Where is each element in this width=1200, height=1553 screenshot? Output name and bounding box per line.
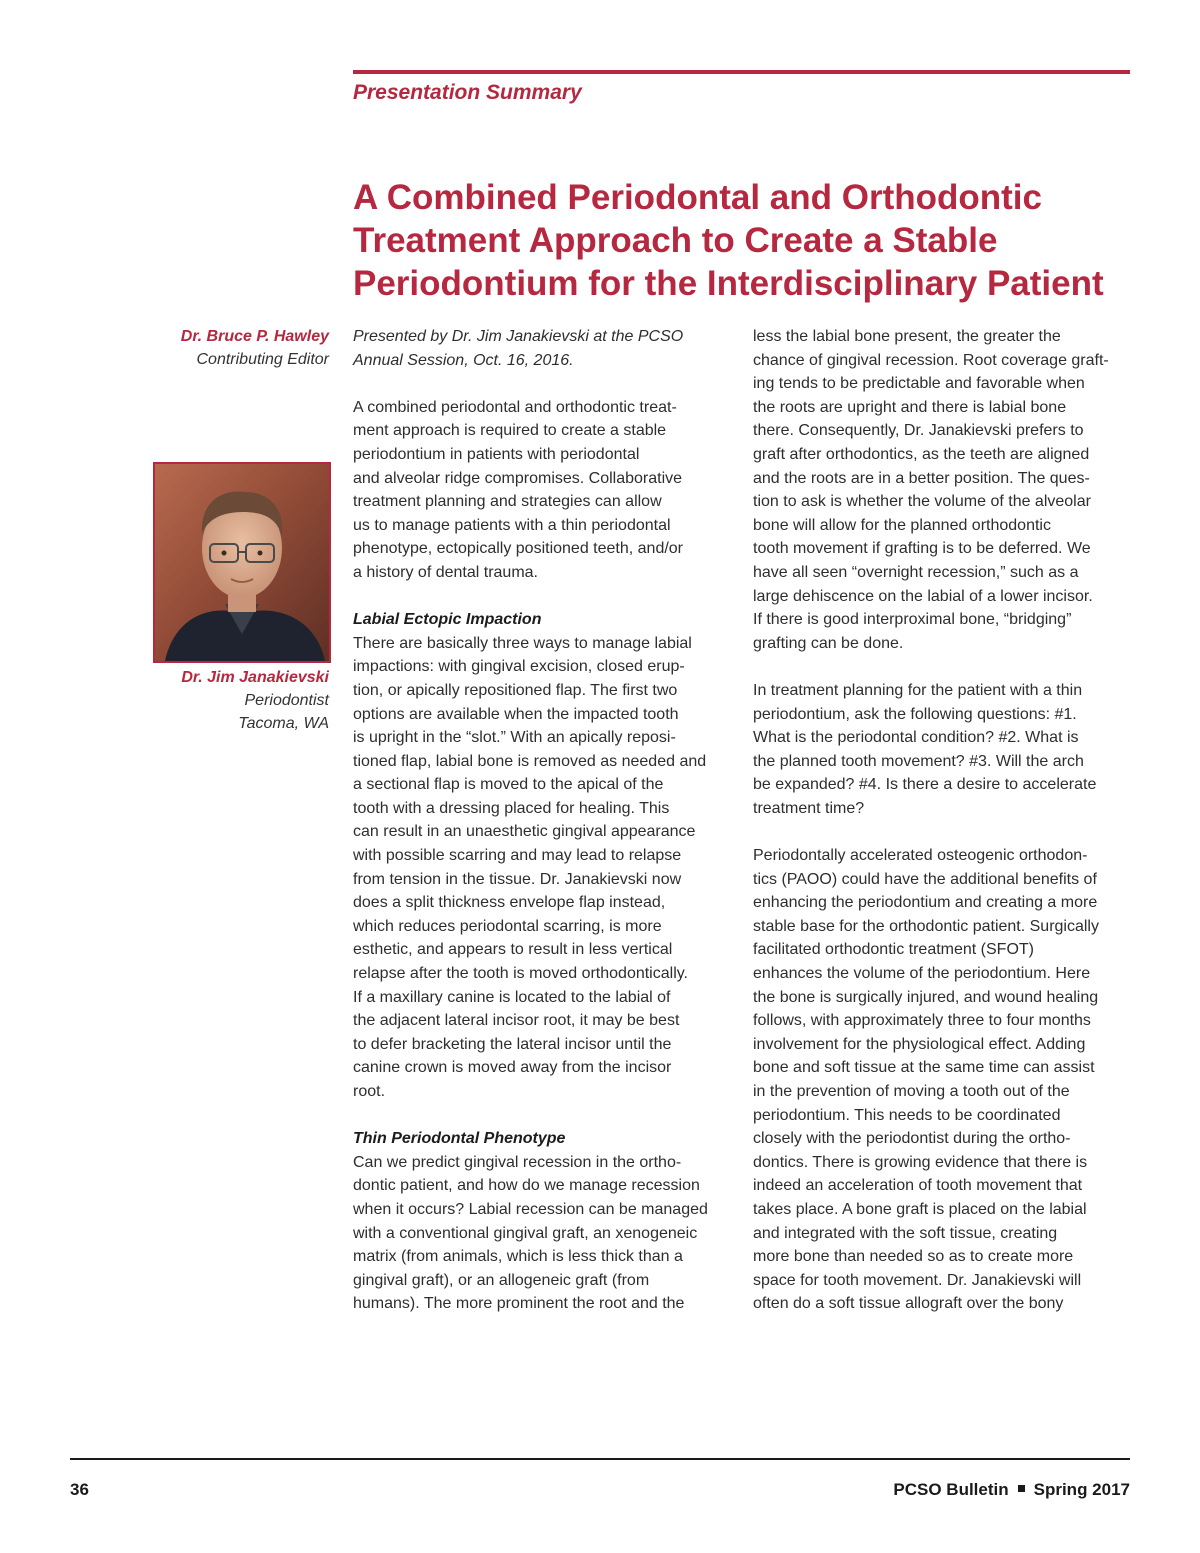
text-line: matrix (from animals, which is less thick than a (353, 1248, 683, 1266)
text-line: There are basically three ways to manage labial (353, 634, 692, 652)
text-line: phenotype, ectopically positioned teeth, and/or (353, 540, 684, 558)
title-line: Treatment Approach to Create a Stable (353, 221, 998, 260)
text-line: the adjacent lateral incisor root, it may be best (353, 1012, 680, 1030)
text-line: ing tends to be predictable and favorable when (753, 375, 1085, 393)
subheading: Labial Ectopic Impaction (353, 611, 542, 629)
subheading: Thin Periodontal Phenotype (353, 1130, 566, 1148)
top-rule (353, 70, 1130, 74)
article-column-2 (753, 325, 1138, 1316)
editor-role: Contributing Editor (196, 351, 329, 368)
text-line: Can we predict gingival recession in the ortho- (353, 1153, 682, 1171)
text-line: stable base for the orthodontic patient. Surgically (753, 917, 1099, 935)
text-line: closely with the periodontist during the ortho- (753, 1130, 1071, 1148)
text-line: there. Consequently, Dr. Janakievski prefers to (753, 422, 1084, 440)
text-line: dontic patient, and how do we manage recession (353, 1177, 700, 1195)
text-line: tion to ask is whether the volume of the alveolar (753, 493, 1091, 511)
paragraph (353, 396, 733, 585)
title-line: A Combined Periodontal and Orthodontic (353, 178, 1042, 217)
text-line: can result in an unaesthetic gingival appearance (353, 823, 696, 841)
text-line: indeed an acceleration of tooth movement that (753, 1177, 1083, 1195)
text-line: facilitated orthodontic treatment (SFOT) (753, 941, 1034, 959)
text-line: the roots are upright and there is labial bone (753, 398, 1067, 416)
text-line: does a split thickness envelope flap instead, (353, 894, 666, 912)
text-line: us to manage patients with a thin periodontal (353, 516, 671, 534)
text-line: from tension in the tissue. Dr. Janakievski now (353, 870, 682, 888)
text-line: involvement for the physiological effect. Adding (753, 1035, 1086, 1053)
text-line: and integrated with the soft tissue, creating (753, 1224, 1058, 1242)
text-line: In treatment planning for the patient with a thin (753, 681, 1083, 699)
text-line: tics (PAOO) could have the additional benefits of (753, 870, 1097, 888)
text-line: follows, with approximately three to four months (753, 1012, 1091, 1030)
footer-rule (70, 1458, 1130, 1460)
text-line: relapse after the tooth is moved orthodontically. (353, 965, 688, 983)
text-line: less the labial bone present, the greater the (753, 328, 1061, 345)
text-line: tioned flap, labial bone is removed as needed and (353, 752, 707, 770)
text-line: A combined periodontal and orthodontic treat- (353, 398, 677, 416)
text-line: options are available when the impacted tooth (353, 705, 679, 723)
article-title (353, 176, 1143, 305)
text-line: a sectional flap is moved to the apical of the (353, 776, 664, 794)
paragraph (753, 679, 1138, 821)
title-line: Periodontium for the Interdisciplinary Patient (353, 264, 1104, 303)
text-line: to defer bracketing the lateral incisor until the (353, 1035, 672, 1053)
text-line: root. (353, 1083, 386, 1100)
text-line: a history of dental trauma. (353, 563, 538, 581)
contributing-editor-byline (0, 325, 329, 371)
text-line: with a conventional gingival graft, an xenogeneic (353, 1224, 698, 1242)
text-line: have all seen “overnight recession,” such as a (753, 563, 1079, 581)
text-line: and the roots are in a better position. The ques- (753, 469, 1090, 487)
author-photo (153, 462, 331, 663)
text-line: tooth with a dressing placed for healing. This (353, 799, 670, 817)
text-line: takes place. A bone graft is placed on the labial (753, 1200, 1087, 1218)
text-line: with possible scarring and may lead to relapse (353, 847, 682, 865)
presented-by (353, 325, 733, 372)
text-line: ment approach is required to create a stable (353, 422, 667, 440)
text-line: tion, or apically repositioned flap. The first two (353, 681, 678, 699)
text-line: large dehiscence on the labial of a lower incisor. (753, 587, 1093, 605)
text-line: often do a soft tissue allograft over the bony (753, 1295, 1064, 1313)
text-line: which reduces periodontal scarring, is more (353, 917, 662, 935)
editor-name: Dr. Bruce P. Hawley (180, 328, 329, 345)
text-line: esthetic, and appears to result in less vertical (353, 941, 673, 959)
author-location: Tacoma, WA (238, 715, 329, 732)
text-line: graft after orthodontics, as the teeth are aligned (753, 445, 1090, 463)
text-line: bone will allow for the planned orthodontic (753, 516, 1051, 534)
text-line: enhancing the periodontium and creating a more (753, 894, 1098, 912)
text-line: be expanded? #4. Is there a desire to accelerate (753, 776, 1097, 794)
text-line: dontics. There is growing evidence that there is (753, 1153, 1088, 1171)
footer-publication (893, 1480, 1130, 1500)
issue-date: Spring 2017 (1033, 1480, 1130, 1499)
text-line: when it occurs? Labial recession can be managed (353, 1200, 708, 1218)
text-line: periodontium in patients with periodontal (353, 445, 640, 463)
text-line: bone and soft tissue at the same time can assist (753, 1059, 1095, 1077)
text-line: periodontium. This needs to be coordinated (753, 1106, 1061, 1124)
article-column-1 (353, 325, 733, 1316)
text-line: Annual Session, Oct. 16, 2016. (353, 351, 574, 369)
text-line: and alveolar ridge compromises. Collaborative (353, 469, 683, 487)
text-line: Presented by Dr. Jim Janakievski at the PCSO (353, 328, 684, 345)
text-line: treatment time? (753, 799, 865, 817)
paragraph (353, 632, 733, 1104)
paragraph (753, 844, 1138, 1316)
text-line: Periodontally accelerated osteogenic orthodon- (753, 847, 1088, 865)
text-line: chance of gingival recession. Root coverage graft- (753, 351, 1109, 369)
text-line: more bone than needed so as to create more (753, 1248, 1074, 1266)
section-label: Presentation Summary (353, 81, 582, 104)
page-number: 36 (70, 1480, 89, 1499)
text-line: canine crown is moved away from the incisor (353, 1059, 672, 1077)
author-byline (0, 666, 329, 735)
text-line: in the prevention of moving a tooth out of the (753, 1083, 1070, 1100)
publication-name: PCSO Bulletin (893, 1480, 1009, 1499)
text-line: periodontium, ask the following questions: #1. (753, 705, 1077, 723)
text-line: tooth movement if grafting is to be deferred. We (753, 540, 1091, 558)
square-separator-icon (1018, 1485, 1025, 1492)
paragraph (753, 325, 1138, 655)
text-line: enhances the volume of the periodontium. Here (753, 965, 1091, 983)
text-line: If there is good interproximal bone, “bridging” (753, 611, 1072, 629)
text-line: humans). The more prominent the root and the (353, 1295, 685, 1313)
text-line: grafting can be done. (753, 634, 904, 652)
text-line: treatment planning and strategies can allow (353, 493, 662, 511)
text-line: is upright in the “slot.” With an apically reposi- (353, 729, 676, 747)
text-line: impactions: with gingival excision, closed erup- (353, 658, 685, 676)
text-line: gingival graft), or an allogeneic graft (from (353, 1271, 650, 1289)
author-role: Periodontist (244, 692, 329, 709)
text-line: If a maxillary canine is located to the labial of (353, 988, 671, 1006)
paragraph (353, 1151, 733, 1316)
text-line: the planned tooth movement? #3. Will the arch (753, 752, 1084, 770)
text-line: What is the periodontal condition? #2. What is (753, 729, 1079, 747)
author-name: Dr. Jim Janakievski (181, 669, 329, 686)
text-line: space for tooth movement. Dr. Janakievski will (753, 1271, 1082, 1289)
text-line: the bone is surgically injured, and wound healing (753, 988, 1099, 1006)
